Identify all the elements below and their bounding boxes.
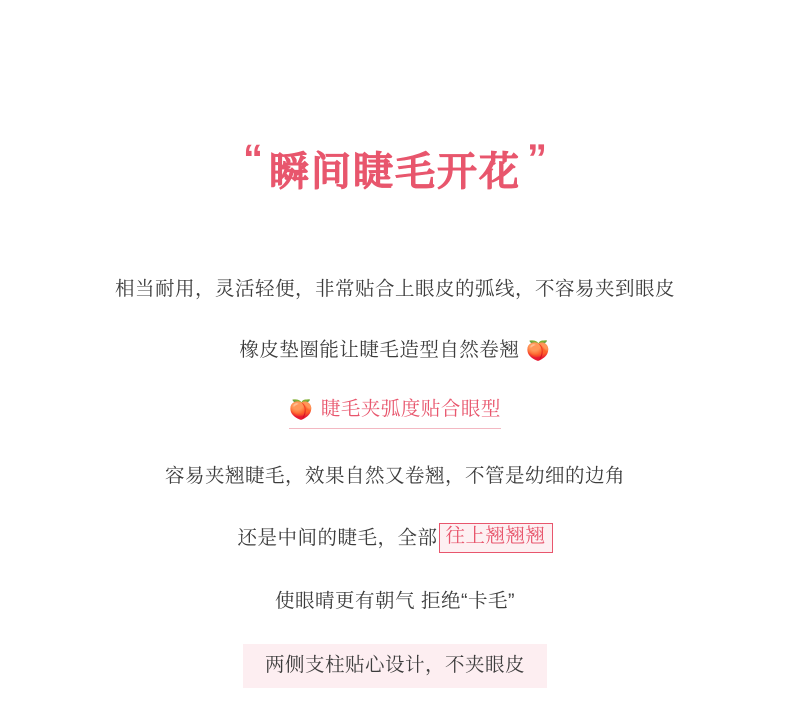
body-line-5: 使眼晴更有朝气 拒绝“卡毛”: [275, 589, 515, 612]
section-subheading: [289, 400, 501, 429]
headline-text: 瞬间睫毛开花: [269, 150, 521, 194]
callout-banner: 两侧支柱贴心设计，不夹眼皮: [243, 644, 547, 688]
page-title: [243, 136, 547, 197]
body-line-4: [237, 524, 552, 554]
highlight-badge: 往上翘翘翘: [439, 523, 553, 553]
paragraph-line-2: [239, 338, 551, 362]
body-line-3: 容易夹翘睫毛，效果自然又卷翘，不管是幼细的边角: [164, 464, 625, 487]
body-line-4-prefix: 还是中间的睫毛，全部: [237, 527, 438, 549]
paragraph-line-1: 相当耐用，灵活轻便，非常贴合上眼皮的弧线，不容易夹到眼皮: [114, 278, 675, 300]
quote-open-mark: “: [243, 136, 263, 181]
section-subheading-label: 睫毛夹弧度贴合眼型: [320, 398, 501, 420]
quote-close-mark: ”: [527, 136, 547, 181]
paragraph-line-2-text: 橡皮垫圈能让睫毛造型自然卷翘: [239, 338, 520, 361]
peach-icon: 🍑: [526, 340, 551, 362]
peach-icon: 🍑: [289, 400, 313, 422]
